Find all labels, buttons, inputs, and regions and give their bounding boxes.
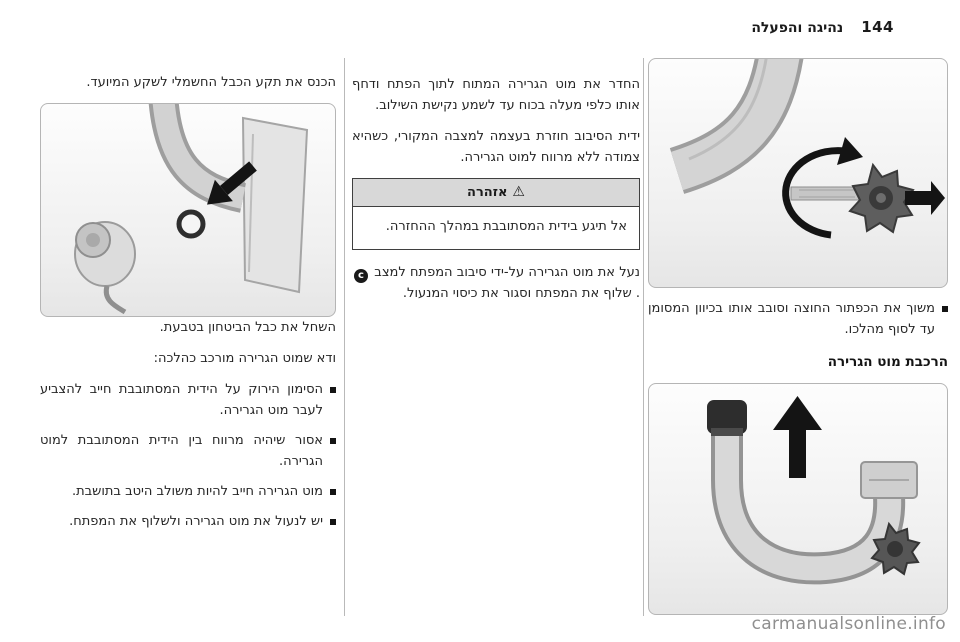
square-bullet-icon [330, 387, 336, 393]
checklist-item [40, 379, 336, 421]
checklist-item [40, 481, 336, 502]
square-bullet-icon [330, 489, 336, 495]
lock-instruction-end: ‏. שלוף את המפתח וסגור את כיסוי המנעול. [402, 286, 640, 301]
warning-body [352, 207, 640, 250]
square-bullet-icon [942, 306, 948, 312]
page-header [751, 18, 894, 36]
pull-out-arrow-icon [905, 181, 945, 215]
bullet-text: משוך את הכפתור החוצה וסובב אותו בכיוון המסומן עד לסוף מהלכו. [648, 301, 935, 337]
square-bullet-icon [330, 438, 336, 444]
rotary-handle-illustration [648, 58, 948, 288]
checklist-text: אסור שיהיה מרווח בין הידית המסתובבת למוט הגרירה. [40, 433, 323, 469]
ball-rod-illustration [648, 383, 948, 615]
section-heading: הרכבת מוט הגרירה [827, 354, 948, 370]
warning-header [352, 178, 640, 207]
socket-eyelet-drawing [41, 104, 335, 316]
checklist-text: מוט הגרירה חייב להיות משולב היטב בתושבת. [71, 484, 323, 499]
checklist-text: הסימון הירוק על הידית המסתובבת חייב להצביע לעבר מוט הגרירה. [40, 382, 323, 418]
electrical-socket-icon [75, 222, 135, 312]
checklist-item [40, 430, 336, 472]
warning-title: אזהרה [467, 185, 508, 200]
warning-text: אל תיגע בידית המסתובבת במהלך ההחזרה. [385, 219, 627, 234]
lock-instruction-start: נעל את מוט הגרירה על-ידי סיבוב המפתח למצב [374, 265, 640, 280]
rotary-handle-drawing [649, 59, 947, 287]
column-right [648, 58, 948, 615]
page-number: 144 [861, 18, 894, 36]
key-position-badge: c [354, 269, 368, 283]
column-left [40, 58, 336, 541]
chapter-title: נהיגה והפעלה [751, 20, 844, 36]
lock-instruction [352, 262, 640, 304]
column-divider [643, 58, 644, 616]
warning-triangle-icon: ⚠ [512, 183, 525, 200]
checklist-text: יש לנעול את מוט הגרירה ולשלוף את המפתח. [69, 514, 323, 529]
watermark: carmanualsonline.info [751, 614, 946, 634]
socket-eyelet-illustration [40, 103, 336, 317]
handle-note: ידית הסיבוב חוזרת בעצמה למצבה המקורי, כשהיא צמודה ללא מרווח למוט הגרירה. [352, 129, 640, 165]
column-divider [344, 58, 345, 616]
ball-rod-drawing [649, 384, 947, 614]
column-middle [352, 58, 640, 314]
eyelet-ring-icon [179, 212, 203, 236]
warning-box [352, 178, 640, 250]
up-arrow-icon [773, 396, 822, 478]
square-bullet-icon [330, 519, 336, 525]
checklist-item [40, 511, 336, 532]
breakaway-cable-caption: השחל את כבל הביטחון בטבעת. [159, 320, 336, 335]
instruction-bullet [648, 298, 948, 340]
star-knob-icon [850, 165, 913, 232]
insert-instruction: החדר את מוט הגרירה המתוח לתוך הפתח ודחף אותו כלפי מעלה בכוח עד לשמע נקישת השילוב. [352, 77, 640, 113]
cable-instruction: הכנס את תקע הכבל החשמלי לשקע המיועד. [86, 75, 336, 90]
checklist-intro: ודא שמוט הגרירה מורכב כהלכה: [153, 351, 336, 366]
